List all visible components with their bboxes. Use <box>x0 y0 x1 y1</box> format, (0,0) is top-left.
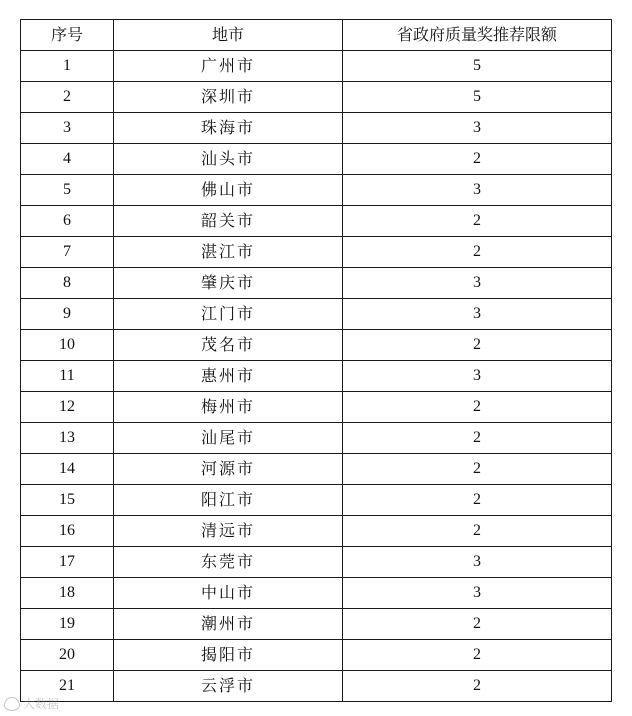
table-row <box>21 82 612 113</box>
header-serial-number: 序号 <box>21 20 114 51</box>
cell-city: 阳江市 <box>114 485 343 516</box>
cell-city: 中山市 <box>114 578 343 609</box>
cell-quota: 5 <box>343 82 612 113</box>
cell-city: 云浮市 <box>114 671 343 702</box>
cell-serial-number: 3 <box>21 113 114 144</box>
header-city: 地市 <box>114 20 343 51</box>
cell-quota: 2 <box>343 330 612 361</box>
cell-city: 惠州市 <box>114 361 343 392</box>
cell-city: 珠海市 <box>114 113 343 144</box>
cell-quota: 2 <box>343 144 612 175</box>
cell-serial-number: 5 <box>21 175 114 206</box>
table-row <box>21 640 612 671</box>
cell-city: 肇庆市 <box>114 268 343 299</box>
table-row <box>21 423 612 454</box>
table-row <box>21 516 612 547</box>
cell-city: 湛江市 <box>114 237 343 268</box>
table-row <box>21 609 612 640</box>
watermark <box>4 695 59 712</box>
cell-serial-number: 10 <box>21 330 114 361</box>
cell-serial-number: 2 <box>21 82 114 113</box>
cell-quota: 3 <box>343 361 612 392</box>
table-row <box>21 268 612 299</box>
cell-quota: 2 <box>343 454 612 485</box>
cell-quota: 2 <box>343 609 612 640</box>
cell-city: 江门市 <box>114 299 343 330</box>
cell-quota: 2 <box>343 237 612 268</box>
table-header-row <box>21 20 612 51</box>
cell-city: 河源市 <box>114 454 343 485</box>
quota-table <box>20 19 612 702</box>
cell-city: 东莞市 <box>114 547 343 578</box>
cell-serial-number: 17 <box>21 547 114 578</box>
cell-city: 梅州市 <box>114 392 343 423</box>
cell-city: 潮州市 <box>114 609 343 640</box>
table-body <box>21 51 612 702</box>
cell-quota: 3 <box>343 175 612 206</box>
cell-serial-number: 4 <box>21 144 114 175</box>
table-row <box>21 454 612 485</box>
table-row <box>21 299 612 330</box>
cell-quota: 5 <box>343 51 612 82</box>
cell-serial-number: 20 <box>21 640 114 671</box>
cell-quota: 2 <box>343 392 612 423</box>
cell-city: 揭阳市 <box>114 640 343 671</box>
cell-serial-number: 19 <box>21 609 114 640</box>
cell-quota: 3 <box>343 299 612 330</box>
cell-serial-number: 16 <box>21 516 114 547</box>
cell-quota: 3 <box>343 113 612 144</box>
cell-city: 佛山市 <box>114 175 343 206</box>
table-row <box>21 237 612 268</box>
table-row <box>21 578 612 609</box>
cell-serial-number: 13 <box>21 423 114 454</box>
cell-serial-number: 9 <box>21 299 114 330</box>
header-quota: 省政府质量奖推荐限额 <box>343 20 612 51</box>
cell-city: 深圳市 <box>114 82 343 113</box>
table-row <box>21 547 612 578</box>
table-row <box>21 175 612 206</box>
watermark-text: 大数据 <box>23 697 60 711</box>
table-row <box>21 144 612 175</box>
cell-quota: 2 <box>343 640 612 671</box>
cell-serial-number: 18 <box>21 578 114 609</box>
cell-quota: 3 <box>343 547 612 578</box>
table-row <box>21 361 612 392</box>
cell-quota: 2 <box>343 516 612 547</box>
cell-quota: 2 <box>343 423 612 454</box>
cell-city: 广州市 <box>114 51 343 82</box>
cell-serial-number: 15 <box>21 485 114 516</box>
table-row <box>21 51 612 82</box>
table-row <box>21 392 612 423</box>
cell-city: 茂名市 <box>114 330 343 361</box>
cell-serial-number: 8 <box>21 268 114 299</box>
cell-serial-number: 21 <box>21 671 114 702</box>
table-row <box>21 113 612 144</box>
cell-city: 清远市 <box>114 516 343 547</box>
table-row <box>21 330 612 361</box>
cell-serial-number: 11 <box>21 361 114 392</box>
cell-serial-number: 7 <box>21 237 114 268</box>
table-row <box>21 206 612 237</box>
cell-quota: 2 <box>343 206 612 237</box>
cell-serial-number: 1 <box>21 51 114 82</box>
table-row <box>21 485 612 516</box>
weibo-logo-icon <box>4 697 20 711</box>
cell-serial-number: 12 <box>21 392 114 423</box>
cell-serial-number: 6 <box>21 206 114 237</box>
cell-quota: 3 <box>343 578 612 609</box>
cell-city: 汕头市 <box>114 144 343 175</box>
cell-quota: 3 <box>343 268 612 299</box>
cell-quota: 2 <box>343 671 612 702</box>
cell-quota: 2 <box>343 485 612 516</box>
cell-city: 韶关市 <box>114 206 343 237</box>
cell-city: 汕尾市 <box>114 423 343 454</box>
table-row <box>21 671 612 702</box>
cell-serial-number: 14 <box>21 454 114 485</box>
